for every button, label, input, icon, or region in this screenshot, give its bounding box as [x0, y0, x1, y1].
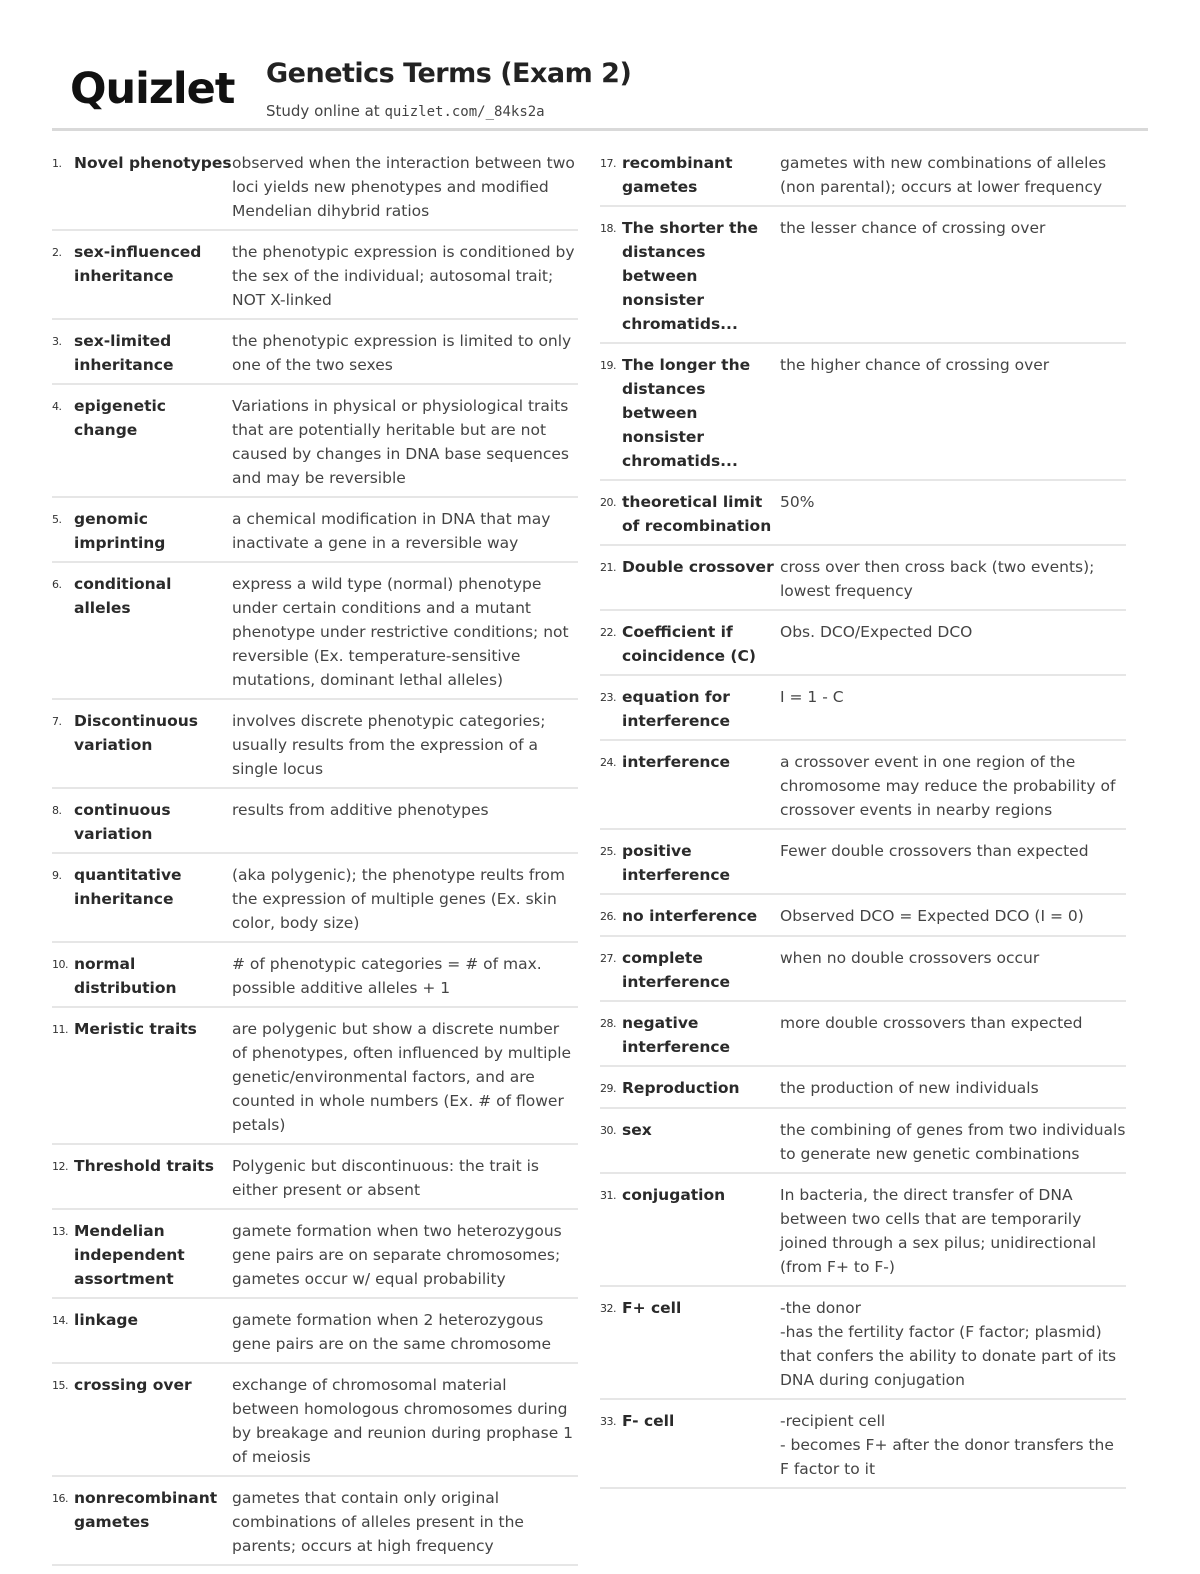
- card-number: 20.: [600, 496, 616, 509]
- card-number: 24.: [600, 756, 616, 769]
- card-term: Double crossover: [622, 558, 774, 576]
- term-card: [52, 1307, 578, 1364]
- term-card: [600, 352, 1126, 481]
- card-definition: -the donor -has the fertility factor (F factor; plasmid) that confers the ability to donate part of its DNA during conjugation: [780, 1299, 1117, 1389]
- study-url-link[interactable]: quizlet.com/_84ks2a: [384, 104, 545, 120]
- card-number: 11.: [52, 1023, 68, 1036]
- card-term: sex-limited inheritance: [74, 332, 174, 374]
- card-number: 16.: [52, 1492, 68, 1505]
- card-definition: I = 1 - C: [780, 688, 844, 706]
- card-definition: Obs. DCO/Expected DCO: [780, 623, 973, 641]
- card-definition: -recipient cell - becomes F+ after the donor transfers the F factor to it: [780, 1412, 1114, 1478]
- card-term: negative interference: [622, 1014, 731, 1056]
- card-number: 9.: [52, 869, 62, 882]
- term-card: [600, 684, 1126, 741]
- card-number: 2.: [52, 246, 62, 259]
- card-term: Meristic traits: [74, 1020, 197, 1038]
- card-definition: a chemical modification in DNA that may inactivate a gene in a reversible way: [232, 510, 551, 552]
- term-card: [600, 554, 1126, 611]
- card-term: normal distribution: [74, 955, 177, 997]
- card-term: Reproduction: [622, 1079, 740, 1097]
- card-definition: Polygenic but discontinuous: the trait is either present or absent: [232, 1157, 539, 1199]
- card-definition: # of phenotypic categories = # of max. possible additive alleles + 1: [232, 955, 542, 997]
- term-card: [52, 393, 578, 498]
- term-card: [52, 951, 578, 1008]
- card-number: 23.: [600, 691, 616, 704]
- term-card: [52, 1153, 578, 1210]
- card-term: theoretical limit of recombination: [622, 493, 772, 535]
- card-number: 13.: [52, 1225, 68, 1238]
- card-term: F- cell: [622, 1412, 675, 1430]
- card-term: genomic imprinting: [74, 510, 166, 552]
- term-card: [600, 838, 1126, 895]
- card-definition: exchange of chromosomal material between homologous chromosomes during by breakage and reunion during prophase 1 of meiosis: [232, 1376, 574, 1466]
- card-definition: results from additive phenotypes: [232, 801, 489, 819]
- study-online-text: [266, 102, 545, 120]
- card-number: 1.: [52, 157, 62, 170]
- page-title: Genetics Terms (Exam 2): [266, 58, 632, 89]
- card-term: crossing over: [74, 1376, 192, 1394]
- card-term: epigenetic change: [74, 397, 166, 439]
- card-term: positive interference: [622, 842, 731, 884]
- term-card: [600, 1182, 1126, 1287]
- card-definition: gametes with new combinations of alleles (non parental); occurs at lower frequency: [780, 154, 1107, 196]
- card-number: 8.: [52, 804, 62, 817]
- card-term: The shorter the distances between nonsister chromatids...: [622, 219, 758, 333]
- term-card: [52, 506, 578, 563]
- card-term: Novel phenotypes: [74, 154, 232, 172]
- card-definition: cross over then cross back (two events); lowest frequency: [780, 558, 1095, 600]
- card-definition: gamete formation when two heterozygous gene pairs are on separate chromosomes; gametes occur w/ equal probability: [232, 1222, 562, 1288]
- card-definition: 50%: [780, 493, 815, 511]
- card-term: conditional alleles: [74, 575, 172, 617]
- card-number: 4.: [52, 400, 62, 413]
- card-term: nonrecombinant gametes: [74, 1489, 218, 1531]
- term-card: [600, 619, 1126, 676]
- card-number: 3.: [52, 335, 62, 348]
- left-column: [52, 150, 578, 1574]
- term-card: [600, 489, 1126, 546]
- card-term: continuous variation: [74, 801, 171, 843]
- card-number: 21.: [600, 561, 616, 574]
- card-term: linkage: [74, 1311, 139, 1329]
- term-card: [600, 215, 1126, 344]
- card-term: interference: [622, 753, 731, 771]
- card-number: 7.: [52, 715, 62, 728]
- card-number: 6.: [52, 578, 62, 591]
- card-number: 17.: [600, 157, 616, 170]
- right-column: [600, 150, 1126, 1497]
- term-card: [600, 1408, 1126, 1489]
- card-number: 14.: [52, 1314, 68, 1327]
- card-term: complete interference: [622, 949, 731, 991]
- card-number: 29.: [600, 1082, 616, 1095]
- card-definition: the lesser chance of crossing over: [780, 219, 1046, 237]
- term-card: [52, 862, 578, 943]
- card-definition: express a wild type (normal) phenotype under certain conditions and a mutant phenotype under restrictive conditions; not reversible (Ex. temperature-sensitive mutations, dominant lethal alleles): [232, 575, 569, 689]
- term-card: [600, 150, 1126, 207]
- card-term: Mendelian independent assortment: [74, 1222, 185, 1288]
- term-card: [52, 1016, 578, 1145]
- page-header: [70, 58, 1150, 128]
- card-definition: (aka polygenic); the phenotype reults from the expression of multiple genes (Ex. skin color, body size): [232, 866, 565, 932]
- card-definition: the phenotypic expression is limited to only one of the two sexes: [232, 332, 572, 374]
- card-number: 30.: [600, 1124, 616, 1137]
- term-card: [52, 797, 578, 854]
- term-card: [52, 239, 578, 320]
- card-term: conjugation: [622, 1186, 726, 1204]
- subtitle-prefix: Study online at: [266, 102, 385, 120]
- card-number: 5.: [52, 513, 62, 526]
- card-definition: gamete formation when 2 heterozygous gene pairs are on the same chromosome: [232, 1311, 552, 1353]
- quizlet-logo: Quizlet: [70, 64, 235, 114]
- card-definition: the combining of genes from two individuals to generate new genetic combinations: [780, 1121, 1126, 1163]
- term-card: [600, 1117, 1126, 1174]
- card-term: sex: [622, 1121, 652, 1139]
- header-divider: [52, 128, 1148, 131]
- card-number: 27.: [600, 952, 616, 965]
- card-definition: the production of new individuals: [780, 1079, 1039, 1097]
- card-definition: Variations in physical or physiological traits that are potentially heritable but are not caused by changes in DNA base sequences and may be reversible: [232, 397, 569, 487]
- card-number: 31.: [600, 1189, 616, 1202]
- term-card: [600, 1010, 1126, 1067]
- card-term: recombinant gametes: [622, 154, 733, 196]
- card-definition: the higher chance of crossing over: [780, 356, 1050, 374]
- card-number: 33.: [600, 1415, 616, 1428]
- card-definition: gametes that contain only original combinations of alleles present in the parents; occurs at high frequency: [232, 1489, 524, 1555]
- card-number: 32.: [600, 1302, 616, 1315]
- card-term: no interference: [622, 907, 758, 925]
- card-term: sex-influenced inheritance: [74, 243, 202, 285]
- term-card: [600, 903, 1126, 937]
- card-term: Threshold traits: [74, 1157, 214, 1175]
- term-card: [52, 1485, 578, 1566]
- term-card: [52, 328, 578, 385]
- term-card: [600, 1075, 1126, 1109]
- term-card: [52, 571, 578, 700]
- card-term: The longer the distances between nonsister chromatids...: [622, 356, 751, 470]
- card-definition: are polygenic but show a discrete number of phenotypes, often influenced by multiple genetic/environmental factors, and are counted in whole numbers (Ex. # of flower petals): [232, 1020, 572, 1134]
- card-number: 10.: [52, 958, 68, 971]
- card-term: F+ cell: [622, 1299, 682, 1317]
- term-card: [600, 749, 1126, 830]
- term-card: [52, 150, 578, 231]
- card-definition: a crossover event in one region of the chromosome may reduce the probability of crossover events in nearby regions: [780, 753, 1116, 819]
- card-definition: Observed DCO = Expected DCO (I = 0): [780, 907, 1084, 925]
- term-card: [52, 1218, 578, 1299]
- card-term: quantitative inheritance: [74, 866, 182, 908]
- term-card: [52, 708, 578, 789]
- card-number: 15.: [52, 1379, 68, 1392]
- card-term: Coefficient if coincidence (C): [622, 623, 756, 665]
- card-number: 28.: [600, 1017, 616, 1030]
- term-card: [600, 1295, 1126, 1400]
- card-definition: observed when the interaction between two loci yields new phenotypes and modified Mendelian dihybrid ratios: [232, 154, 575, 220]
- card-definition: involves discrete phenotypic categories; usually results from the expression of a single locus: [232, 712, 546, 778]
- card-number: 22.: [600, 626, 616, 639]
- card-term: Discontinuous variation: [74, 712, 198, 754]
- card-term: equation for interference: [622, 688, 731, 730]
- card-definition: the phenotypic expression is conditioned by the sex of the individual; autosomal trait; NOT X-linked: [232, 243, 575, 309]
- card-definition: when no double crossovers occur: [780, 949, 1040, 967]
- card-definition: Fewer double crossovers than expected: [780, 842, 1089, 860]
- card-number: 25.: [600, 845, 616, 858]
- card-number: 26.: [600, 910, 616, 923]
- card-definition: more double crossovers than expected: [780, 1014, 1083, 1032]
- term-card: [52, 1372, 578, 1477]
- card-number: 18.: [600, 222, 616, 235]
- card-number: 19.: [600, 359, 616, 372]
- card-definition: In bacteria, the direct transfer of DNA between two cells that are temporarily joined through a sex pilus; unidirectional (from F+ to F-): [780, 1186, 1097, 1276]
- card-number: 12.: [52, 1160, 68, 1173]
- term-card: [600, 945, 1126, 1002]
